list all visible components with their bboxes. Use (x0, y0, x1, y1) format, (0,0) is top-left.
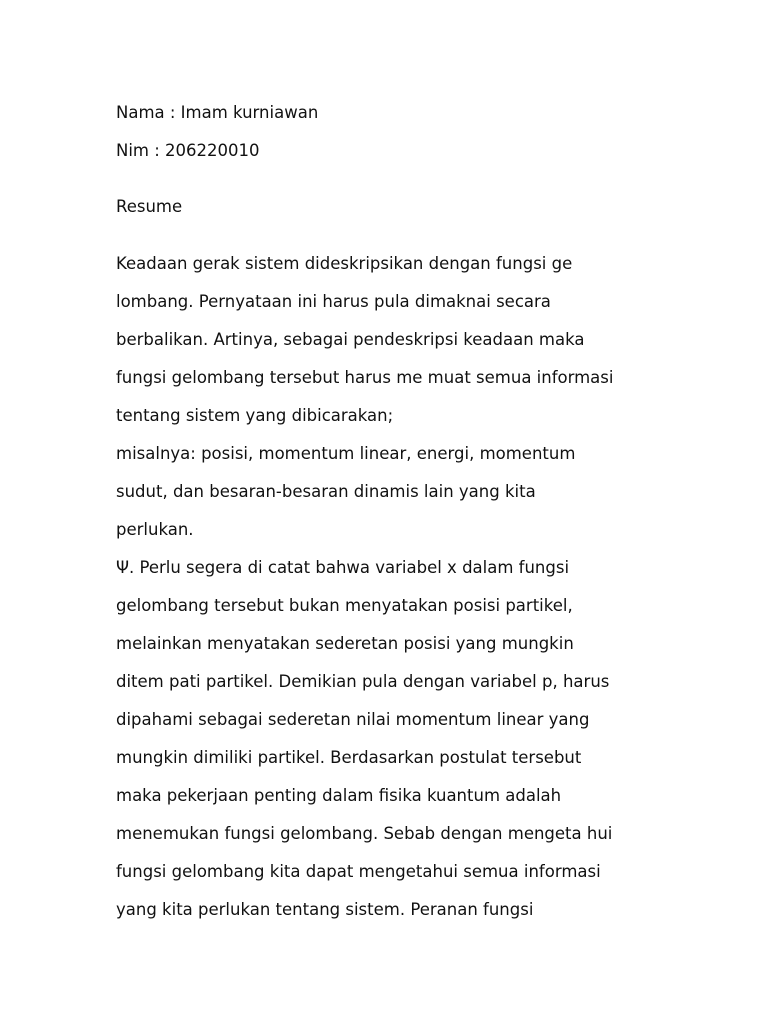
paragraph-line: fungsi gelombang tersebut harus me muat semua informasi (116, 368, 614, 387)
paragraph-line: misalnya: posisi, momentum linear, energi, momentum (116, 444, 576, 463)
paragraph-line: mungkin dimiliki partikel. Berdasarkan postulat tersebut (116, 748, 582, 767)
paragraph-line: menemukan fungsi gelombang. Sebab dengan mengeta hui (116, 824, 613, 843)
paragraph-line: dipahami sebagai sederetan nilai momentum linear yang (116, 710, 590, 729)
paragraph-line: sudut, dan besaran-besaran dinamis lain yang kita (116, 482, 536, 501)
student-nim: Nim : 206220010 (116, 141, 260, 160)
paragraph-line: Ψ. Perlu segera di catat bahwa variabel x dalam fungsi (116, 558, 570, 577)
paragraph-line: lombang. Pernyataan ini harus pula dimaknai secara (116, 292, 551, 311)
paragraph-line: perlukan. (116, 520, 194, 539)
section-title: Resume (116, 197, 183, 216)
paragraph-line: melainkan menyatakan sederetan posisi yang mungkin (116, 634, 574, 653)
student-name: Nama : Imam kurniawan (116, 103, 319, 122)
paragraph-line: gelombang tersebut bukan menyatakan posisi partikel, (116, 596, 573, 615)
paragraph-line: ditem pati partikel. Demikian pula dengan variabel p, harus (116, 672, 610, 691)
paragraph-line: fungsi gelombang kita dapat mengetahui semua informasi (116, 862, 601, 881)
paragraph-line: yang kita perlukan tentang sistem. Peranan fungsi (116, 900, 534, 919)
paragraph-line: Keadaan gerak sistem dideskripsikan dengan fungsi ge (116, 254, 573, 273)
paragraph-line: tentang sistem yang dibicarakan; (116, 406, 394, 425)
paragraph-line: berbalikan. Artinya, sebagai pendeskripsi keadaan maka (116, 330, 585, 349)
paragraph-line: maka pekerjaan penting dalam fisika kuantum adalah (116, 786, 562, 805)
